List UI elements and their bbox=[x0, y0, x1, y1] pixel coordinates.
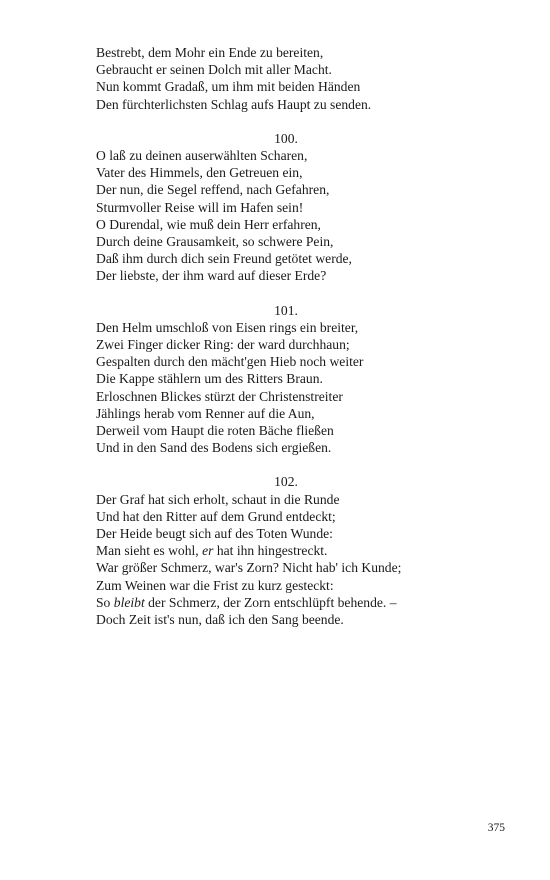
verse-line: Doch Zeit ist's nun, daß ich den Sang beende. bbox=[96, 612, 344, 628]
verse-line: Der Heide beugt sich auf des Toten Wunde: bbox=[96, 526, 333, 542]
verse-line: Zwei Finger dicker Ring: der ward durchhaun; bbox=[96, 337, 350, 353]
verse-line: Vater des Himmels, den Getreuen ein, bbox=[96, 165, 303, 181]
stanza-number: 100. bbox=[274, 130, 298, 146]
verse-line: Sturmvoller Reise will im Hafen sein! bbox=[96, 199, 304, 215]
verse-line: Nun kommt Gradaß, um ihm mit beiden Händen bbox=[96, 79, 361, 95]
stanza-list bbox=[96, 130, 476, 628]
verse-line: Der liebste, der ihm ward auf dieser Erde? bbox=[96, 268, 327, 284]
verse-line: Durch deine Grausamkeit, so schwere Pein, bbox=[96, 234, 334, 250]
verse-line: War größer Schmerz, war's Zorn? Nicht hab' ich Kunde; bbox=[96, 560, 402, 576]
verse-line: Der Graf hat sich erholt, schaut in die Runde bbox=[96, 491, 340, 507]
verse-line bbox=[96, 594, 476, 611]
verse-line: Jählings herab vom Renner auf die Aun, bbox=[96, 405, 315, 421]
verse-line: Und hat den Ritter auf dem Grund entdeckt; bbox=[96, 508, 336, 524]
page-number: 375 bbox=[487, 822, 505, 834]
stanza bbox=[96, 473, 476, 628]
verse-line: Daß ihm durch dich sein Freund getötet werde, bbox=[96, 251, 352, 267]
verse-line: Zum Weinen war die Frist zu kurz gesteckt: bbox=[96, 577, 334, 593]
verse-emphasis: er bbox=[202, 543, 214, 559]
verse-line: O laß zu deinen auserwählten Scharen, bbox=[96, 148, 308, 164]
verse-line bbox=[96, 542, 476, 559]
verse-line: Erloschnen Blickes stürzt der Christenstreiter bbox=[96, 388, 343, 404]
verse-segment: der Schmerz, der Zorn entschlüpft behende. – bbox=[144, 594, 397, 610]
verse-segment: hat ihn hingestreckt. bbox=[213, 543, 328, 559]
stanza-number: 102. bbox=[274, 474, 298, 490]
stanza-number: 101. bbox=[274, 302, 298, 318]
verse-line: Gespalten durch den mächt'gen Hieb noch weiter bbox=[96, 354, 364, 370]
verse-line: Der nun, die Segel reffend, nach Gefahren, bbox=[96, 182, 330, 198]
verse-line: Und in den Sand des Bodens sich ergießen. bbox=[96, 440, 332, 456]
stanza-continuation bbox=[96, 44, 476, 113]
verse-segment: Man sieht es wohl, bbox=[96, 543, 203, 559]
verse-line: Den Helm umschloß von Eisen rings ein breiter, bbox=[96, 319, 359, 335]
verse-line: Den fürchterlichsten Schlag aufs Haupt zu senden. bbox=[96, 96, 372, 112]
verse-line: O Durendal, wie muß dein Herr erfahren, bbox=[96, 216, 321, 232]
verse-line: Gebraucht er seinen Dolch mit aller Macht. bbox=[96, 62, 332, 78]
verse-line: Die Kappe stählern um des Ritters Braun. bbox=[96, 371, 323, 387]
poem-page bbox=[96, 44, 476, 628]
verse-emphasis: bleibt bbox=[113, 594, 145, 610]
verse-segment: So bbox=[96, 594, 114, 610]
verse-line: Derweil vom Haupt die roten Bäche fließen bbox=[96, 423, 334, 439]
stanza bbox=[96, 130, 476, 285]
stanza bbox=[96, 302, 476, 457]
verse-line: Bestrebt, dem Mohr ein Ende zu bereiten, bbox=[96, 45, 324, 60]
